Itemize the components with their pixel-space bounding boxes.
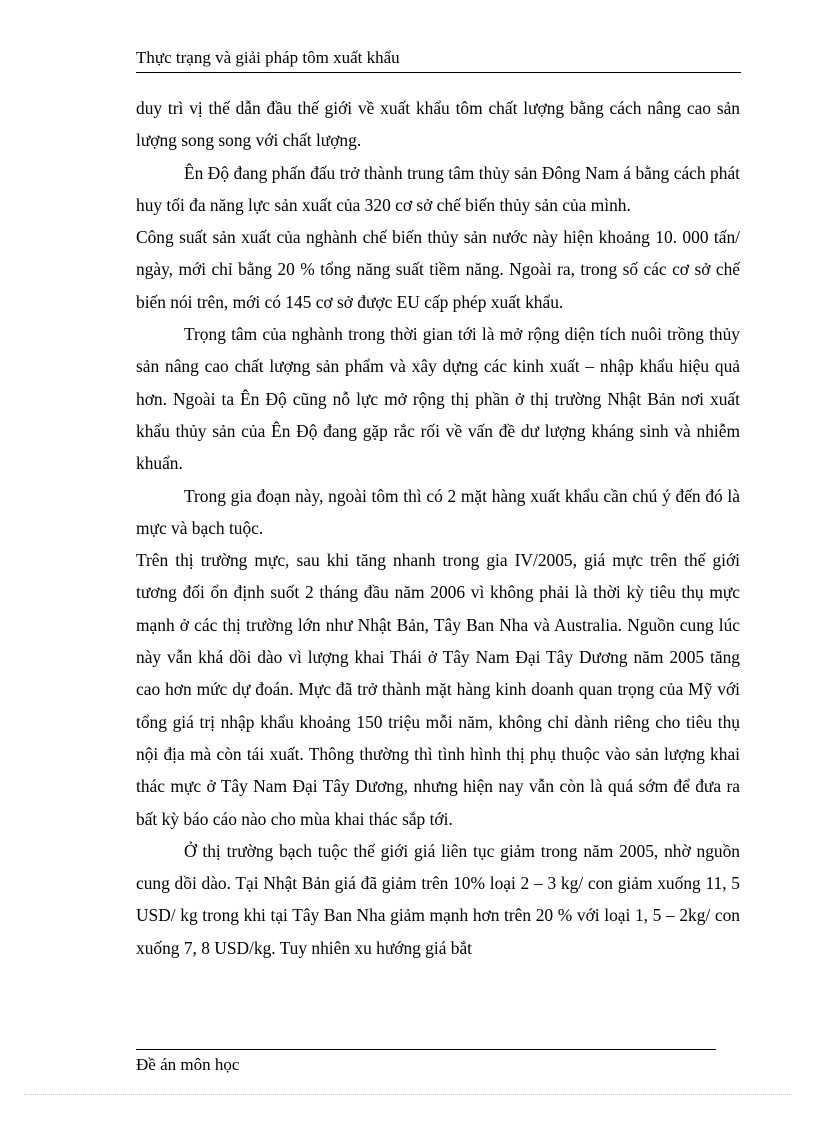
document-body — [136, 92, 740, 964]
paragraph: duy trì vị thế dẫn đầu thế giới về xuất khẩu tôm chất lượng bằng cách nâng cao sản lượng song song với chất lượng. — [136, 98, 740, 151]
page-header — [136, 46, 741, 73]
page-footer — [136, 1053, 239, 1077]
paragraph: Công suất sản xuất của nghành chế biến thủy sản nước này hiện khoảng 10. 000 tấn/ ngày, mới chỉ bằng 20 % tổng năng suất tiềm năng. Ngoài ra, trong số các cơ sở chế biến nói trên, mới có 145 cơ sở được EU cấp phép xuất khẩu. — [136, 227, 740, 312]
paragraph: Trên thị trường mực, sau khi tăng nhanh trong gia IV/2005, giá mực trên thế giới tương đối ổn định suốt 2 tháng đầu năm 2006 vì không phải là thời kỳ tiêu thụ mực mạnh ở các thị trường lớn như Nhật Bản, Tây Ban Nha và Australia. Nguồn cung lúc này vẫn khá dồi dào vì lượng khai Thái ở Tây Nam Đại Tây Dương năm 2005 tăng cao hơn mức dự đoán. Mực đã trở thành mặt hàng kinh doanh quan trọng của Mỹ với tổng giá trị nhập khẩu khoảng 150 triệu mỗi năm, không chỉ dành riêng cho tiêu thụ nội địa mà còn tái xuất. Thông thường thì tình hình thị phụ thuộc vào sản lượng khai thác mực ở Tây Nam Đại Tây Dương, nhưng hiện nay vẫn còn là quá sớm để đưa ra bất kỳ báo cáo nào cho mùa khai thác sắp tới. — [136, 550, 740, 829]
paragraph: Trọng tâm của nghành trong thời gian tới là mở rộng diện tích nuôi trồng thủy sản nâng cao chất lượng sản phẩm và xây dựng các kinh xuất – nhập khẩu hiệu quả hơn. Ngoài ta Ên Độ cũng nỗ lực mở rộng thị phần ở thị trường Nhật Bản nơi xuất khẩu thủy sản của Ên Độ đang gặp rắc rối về vấn đề dư lượng kháng sinh và nhiễm khuẩn. — [136, 324, 740, 474]
paragraph: Trong gia đoạn này, ngoài tôm thì có 2 mặt hàng xuất khẩu cần chú ý đến đó là mực và bạch tuộc. — [136, 485, 740, 538]
header-title: Thực trạng và giải pháp tôm xuất khẩu — [136, 48, 400, 67]
page-bottom-edge — [24, 1094, 792, 1095]
paragraph: Ở thị trường bạch tuộc thế giới giá liên tục giảm trong năm 2005, nhờ nguồn cung dồi dào. Tại Nhật Bản giá đã giảm trên 10% loại 2 – 3 kg/ con giảm xuống 11, 5 USD/ kg trong khi tại Tây Ban Nha giảm mạnh hơn trên 20 % với loại 1, 5 – 2kg/ con xuống 7, 8 USD/kg. Tuy nhiên xu hướng giá bắt — [136, 840, 740, 958]
footer-divider — [136, 1049, 716, 1050]
footer-text: Đề án môn học — [136, 1055, 240, 1074]
paragraph: Ên Độ đang phấn đấu trở thành trung tâm thủy sản Đông Nam á bằng cách phát huy tối đa năng lực sản xuất của 320 cơ sở chế biến thủy sản của mình. — [136, 162, 740, 215]
